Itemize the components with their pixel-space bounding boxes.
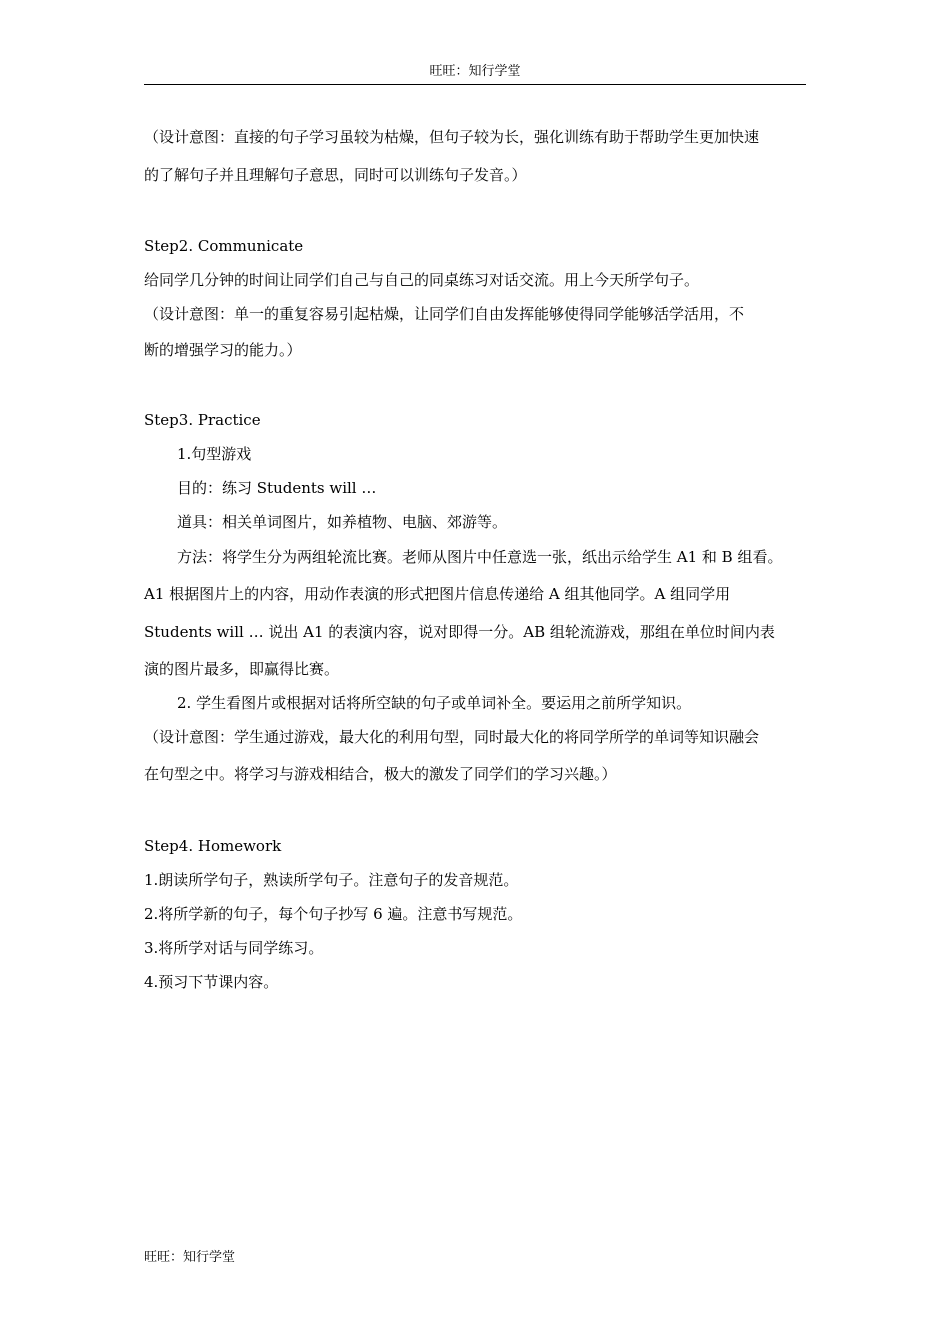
step2-intent-line-2: 断的增强学习的能力。） [144, 341, 302, 359]
spacer [144, 197, 809, 229]
step3-method-line-4: 演的图片最多，即赢得比赛。 [144, 660, 340, 678]
homework-item: 1.朗读所学句子，熟读所学句子。注意句子的发音规范。 [144, 871, 519, 889]
step2-body: 给同学几分钟的时间让同学们自己与自己的同桌练习对话交流。用上今天所学句子。 [144, 271, 700, 289]
step3-item-2: 2. 学生看图片或根据对话将所空缺的句子或单词补全。要运用之前所学知识。 [177, 694, 692, 712]
document-body [144, 121, 809, 999]
step2-title: Step2. Communicate [144, 237, 304, 255]
step3-item-1: 1.句型游戏 [177, 445, 252, 463]
homework-item: 2.将所学新的句子，每个句子抄写 6 遍。注意书写规范。 [144, 905, 523, 923]
spacer [144, 369, 809, 403]
homework-item: 4.预习下节课内容。 [144, 973, 279, 991]
step2-intent-line-1: （设计意图：单一的重复容易引起枯燥，让同学们自由发挥能够使得同学能够活学活用，不 [144, 305, 745, 323]
step3-intent-line-2: 在句型之中。将学习与游戏相结合，极大的激发了同学们的学习兴趣。） [144, 765, 617, 783]
step3-props: 道具：相关单词图片，如养植物、电脑、郊游等。 [177, 513, 508, 531]
step3-method-line-2: A1 根据图片上的内容，用动作表演的形式把图片信息传递给 A 组其他同学。A 组同学用 [144, 585, 731, 603]
intent-1-line-2: 的了解句子并且理解句子意思，同时可以训练句子发音。） [144, 166, 527, 184]
page-footer: 旺旺：知行学堂 [144, 1250, 236, 1265]
intent-1-line-1: （设计意图：直接的句子学习虽较为枯燥，但句子较为长，强化训练有助于帮助学生更加快速 [144, 128, 760, 146]
spacer [144, 793, 809, 829]
step3-purpose: 目的：练习 Students will … [177, 479, 377, 497]
step3-intent-line-1: （设计意图：学生通过游戏，最大化的利用句型，同时最大化的将同学所学的单词等知识融会 [144, 728, 760, 746]
step3-title: Step3. Practice [144, 411, 261, 429]
homework-item: 3.将所学对话与同学练习。 [144, 939, 324, 957]
step3-method-line-1: 方法：将学生分为两组轮流比赛。老师从图片中任意选一张，纸出示给学生 A1 和 B 组看。 [177, 548, 783, 566]
step4-title: Step4. Homework [144, 837, 282, 855]
step3-method-line-3: Students will … 说出 A1 的表演内容，说对即得一分。AB 组轮流游戏，那组在单位时间内表 [144, 623, 775, 641]
page-header: 旺旺：知行学堂 [144, 62, 806, 85]
